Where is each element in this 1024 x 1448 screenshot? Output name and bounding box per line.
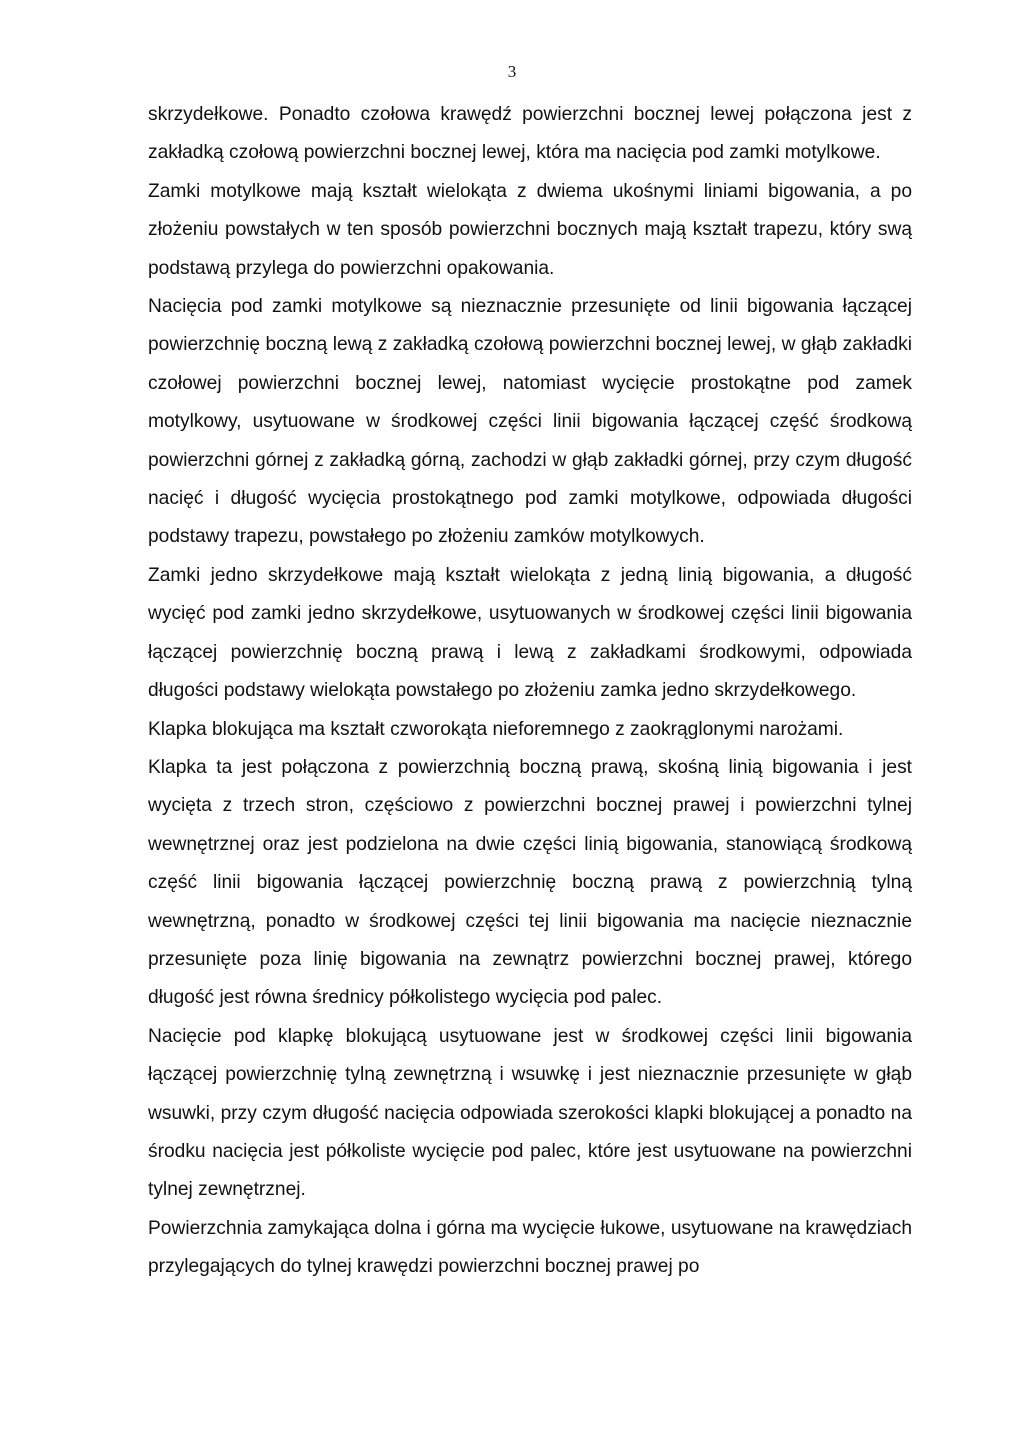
paragraph-1: skrzydełkowe. Ponadto czołowa krawędź powierzchni bocznej lewej połączona jest z zakładką czołową powierzchni bocznej lewej, która ma nacięcia pod zamki motylkowe. bbox=[148, 104, 912, 164]
paragraph-7: Nacięcie pod klapkę blokującą usytuowane jest w środkowej części linii bigowania łączącej powierzchnię tylną zewnętrzną i wsuwkę i jest nieznacznie przesunięte w głąb wsuwki, przy czym długość nacięcia odpowiada szerokości klapki blokującej a ponadto na środku nacięcia jest półkoliste wycięcie pod palec, które jest usytuowane na powierzchni tylnej zewnętrznej. bbox=[148, 1025, 912, 1201]
paragraph-8: Powierzchnia zamykająca dolna i górna ma wycięcie łukowe, usytuowane na krawędziach przylegających do tylnej krawędzi powierzchni bocznej prawej po bbox=[148, 1217, 912, 1278]
paragraph-6: Klapka ta jest połączona z powierzchnią boczną prawą, skośną linią bigowania i jest wycięta z trzech stron, częściowo z powierzchni bocznej prawej i powierzchni tylnej wewnętrznej oraz jest podzielona na dwie części linią bigowania, stanowiącą środkową część linii bigowania łączącej powierzchnię boczną prawą z powierzchnią tylną wewnętrzną, ponadto w środkowej części tej linii bigowania ma nacięcie nieznacznie przesunięte poza linię bigowania na zewnątrz powierzchni bocznej prawej, którego długość jest równa średnicy półkolistego wycięcia pod palec. bbox=[148, 756, 912, 1009]
paragraph-2: Zamki motylkowe mają kształt wielokąta z dwiema ukośnymi liniami bigowania, a po złożeniu powstałych w ten sposób powierzchni bocznych mają kształt trapezu, który swą podstawą przylega do powierzchni opakowania. bbox=[148, 180, 912, 279]
body-text bbox=[148, 96, 912, 1287]
paragraph-3: Nacięcia pod zamki motylkowe są nieznacznie przesunięte od linii bigowania łączącej powierzchnię boczną lewą z zakładką czołową powierzchni bocznej lewej, w głąb zakładki czołowej powierzchni bocznej lewej, natomiast wycięcie prostokątne pod zamek motylkowy, usytuowane w środkowej części linii bigowania łączącej część środkową powierzchni górnej z zakładką górną, zachodzi w głąb zakładki górnej, przy czym długość nacięć i długość wycięcia prostokątnego pod zamki motylkowe, odpowiada długości podstawy trapezu, powstałego po złożeniu zamków motylkowych. bbox=[148, 296, 912, 548]
paragraph-5: Klapka blokująca ma kształt czworokąta nieforemnego z zaokrąglonymi narożami. bbox=[148, 718, 844, 740]
paragraph-4: Zamki jedno skrzydełkowe mają kształt wielokąta z jedną linią bigowania, a długość wycięć pod zamki jedno skrzydełkowe, usytuowanych w środkowej części linii bigowania łączącej powierzchnię boczną prawą i lewą z zakładkami środkowymi, odpowiada długości podstawy wielokąta powstałego po złożeniu zamka jedno skrzydełkowego. bbox=[148, 564, 912, 702]
page-number: 3 bbox=[507, 62, 517, 81]
